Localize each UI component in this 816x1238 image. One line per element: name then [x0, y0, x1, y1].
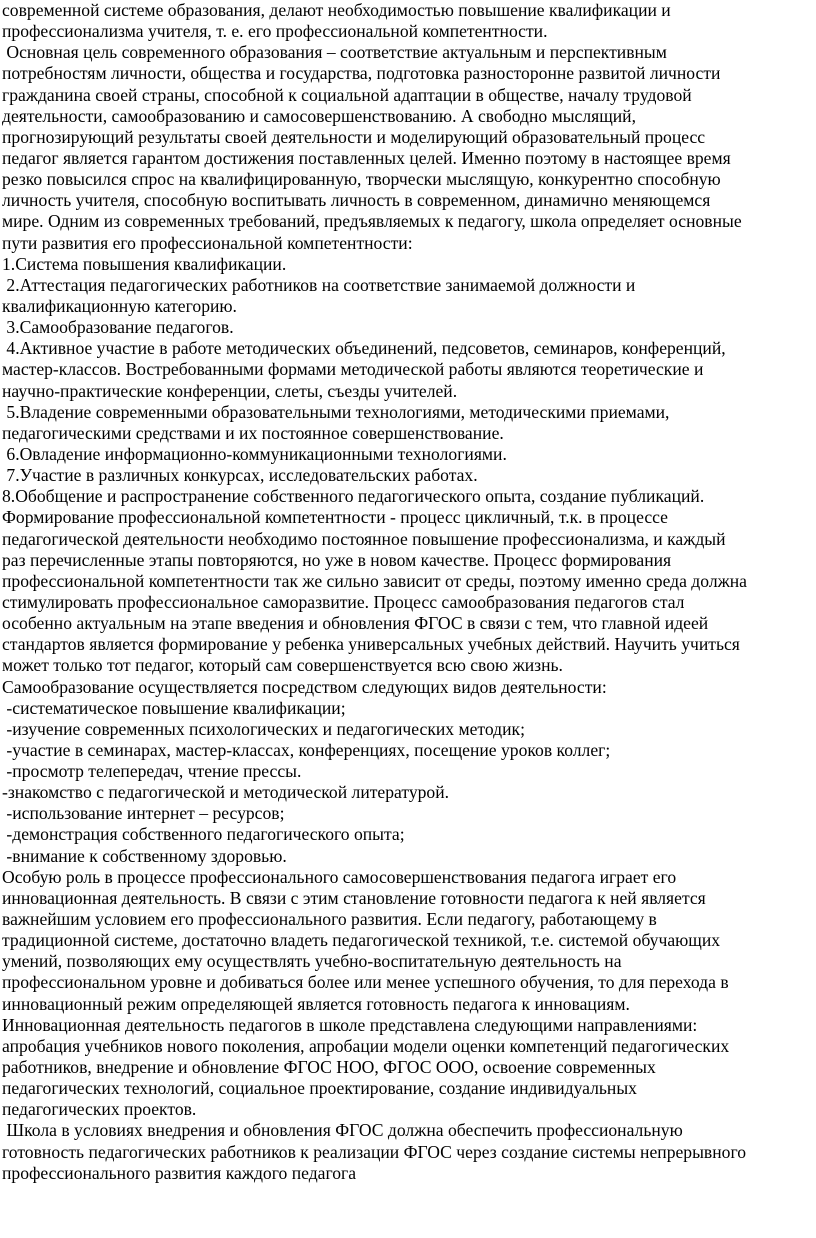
list-item: 1.Система повышения квалификации. [2, 253, 287, 274]
text-line: педагог является гарантом достижения поставленных целей. Именно поэтому в настоящее время [2, 147, 731, 168]
list-item: 4.Активное участие в работе методических объединений, педсоветов, семинаров, конференций, [2, 338, 726, 359]
text-line: инновационная деятельность. В связи с этим становление готовности педагога к ней является [2, 887, 706, 908]
text-line: педагогическими средствами и их постоянное совершенствование. [2, 422, 504, 443]
text-line: Формирование профессиональной компетентности - процесс цикличный, т.к. в процессе [2, 507, 668, 528]
text-line: Инновационная деятельность педагогов в школе представлена следующими направлениями: [2, 1014, 698, 1035]
text-line: может только тот педагог, который сам совершенствуется всю свою жизнь. [2, 655, 563, 676]
text-line: потребностям личности, общества и государства, подготовка разносторонне развитой личности [2, 63, 721, 84]
text-line: педагогической деятельности необходимо постоянное повышение профессионализма, и каждый [2, 528, 726, 549]
list-item: 3.Самообразование педагогов. [2, 317, 234, 338]
text-line: мире. Одним из современных требований, предъявляемых к педагогу, школа определяет основные [2, 211, 742, 232]
text-line: научно-практические конференции, слеты, съезды учителей. [2, 380, 458, 401]
list-item: -изучение современных психологических и педагогических методик; [2, 718, 525, 739]
text-line: резко повысился спрос на квалифицированную, творчески мыслящую, конкурентно способную [2, 169, 721, 190]
text-line: деятельности, самообразованию и самосовершенствованию. А свободно мыслящий, [2, 105, 636, 126]
text-line: особенно актуальным на этапе введения и обновления ФГОС в связи с тем, что главной идеей [2, 613, 709, 634]
text-line: профессиональной компетентности так же сильно зависит от среды, поэтому именно среда должна [2, 570, 747, 591]
list-item: 7.Участие в различных конкурсах, исследовательских работах. [2, 465, 478, 486]
text-line: традиционной системе, достаточно владеть педагогической техникой, т.е. системой обучающих [2, 930, 721, 951]
text-line: стимулировать профессиональное саморазвитие. Процесс самообразования педагогов стал [2, 591, 685, 612]
text-line: Особую роль в процессе профессионального самосовершенствования педагога играет его [2, 866, 677, 887]
text-line: апробация учебников нового поколения, апробации модели оценки компетенций педагогических [2, 1035, 730, 1056]
list-item: -просмотр телепередач, чтение прессы. [2, 761, 302, 782]
text-line: умений, позволяющих ему осуществлять учебно-воспитательную деятельность на [2, 951, 622, 972]
list-item: 8.Обобщение и распространение собственного педагогического опыта, создание публикаций. [2, 486, 705, 507]
list-item: -демонстрация собственного педагогического опыта; [2, 824, 405, 845]
text-line: педагогических технологий, социальное проектирование, создание индивидуальных [2, 1078, 637, 1099]
text-line: инновационный режим определяющей является готовность педагога к инновациям. [2, 993, 630, 1014]
text-line: Самообразование осуществляется посредством следующих видов деятельности: [2, 676, 607, 697]
text-line: стандартов является формирование у ребенка универсальных учебных действий. Научить учиться [2, 634, 740, 655]
text-line: профессионального развития каждого педагога [2, 1162, 357, 1183]
text-line: профессиональном уровне и добиваться более или менее успешного обучения, то для перехода в [2, 972, 729, 993]
list-item: 6.Овладение информационно-коммуникационными технологиями. [2, 443, 507, 464]
text-line: Школа в условиях внедрения и обновления ФГОС должна обеспечить профессиональную [2, 1120, 683, 1141]
text-line: работников, внедрение и обновление ФГОС НОО, ФГОС ООО, освоение современных [2, 1057, 656, 1078]
list-item: -систематическое повышение квалификации; [2, 697, 346, 718]
text-line: прогнозирующий результаты своей деятельности и моделирующий образовательный процесс [2, 126, 706, 147]
text-line: современной системе образования, делают необходимостью повышение квалификации и [2, 0, 671, 20]
list-item: -участие в семинарах, мастер-классах, конференциях, посещение уроков коллег; [2, 739, 611, 760]
text-line: готовность педагогических работников к реализации ФГОС через создание системы непрерывного [2, 1141, 747, 1162]
list-item: 2.Аттестация педагогических работников на соответствие занимаемой должности и [2, 274, 636, 295]
text-line: пути развития его профессиональной компетентности: [2, 232, 413, 253]
text-line: квалификационную категорию. [2, 295, 237, 316]
text-line: важнейшим условием его профессионального развития. Если педагогу, работающему в [2, 909, 657, 930]
list-item: -внимание к собственному здоровью. [2, 845, 287, 866]
text-line: педагогических проектов. [2, 1099, 197, 1120]
list-item: 5.Владение современными образовательными технологиями, методическими приемами, [2, 401, 670, 422]
text-line: гражданина своей страны, способной к социальной адаптации в обществе, началу трудовой [2, 84, 692, 105]
list-item: -знакомство с педагогической и методической литературой. [2, 782, 450, 803]
list-item: -использование интернет – ресурсов; [2, 803, 285, 824]
text-line: раз перечисленные этапы повторяются, но уже в новом качестве. Процесс формирования [2, 549, 672, 570]
text-line: личность учителя, способную воспитывать личность в современном, динамично меняющемся [2, 190, 711, 211]
text-line: Основная цель современного образования – соответствие актуальным и перспективным [2, 42, 667, 63]
text-line: мастер-классов. Востребованными формами методической работы являются теоретические и [2, 359, 704, 380]
text-line: профессионализма учителя, т. е. его профессиональной компетентности. [2, 21, 548, 42]
